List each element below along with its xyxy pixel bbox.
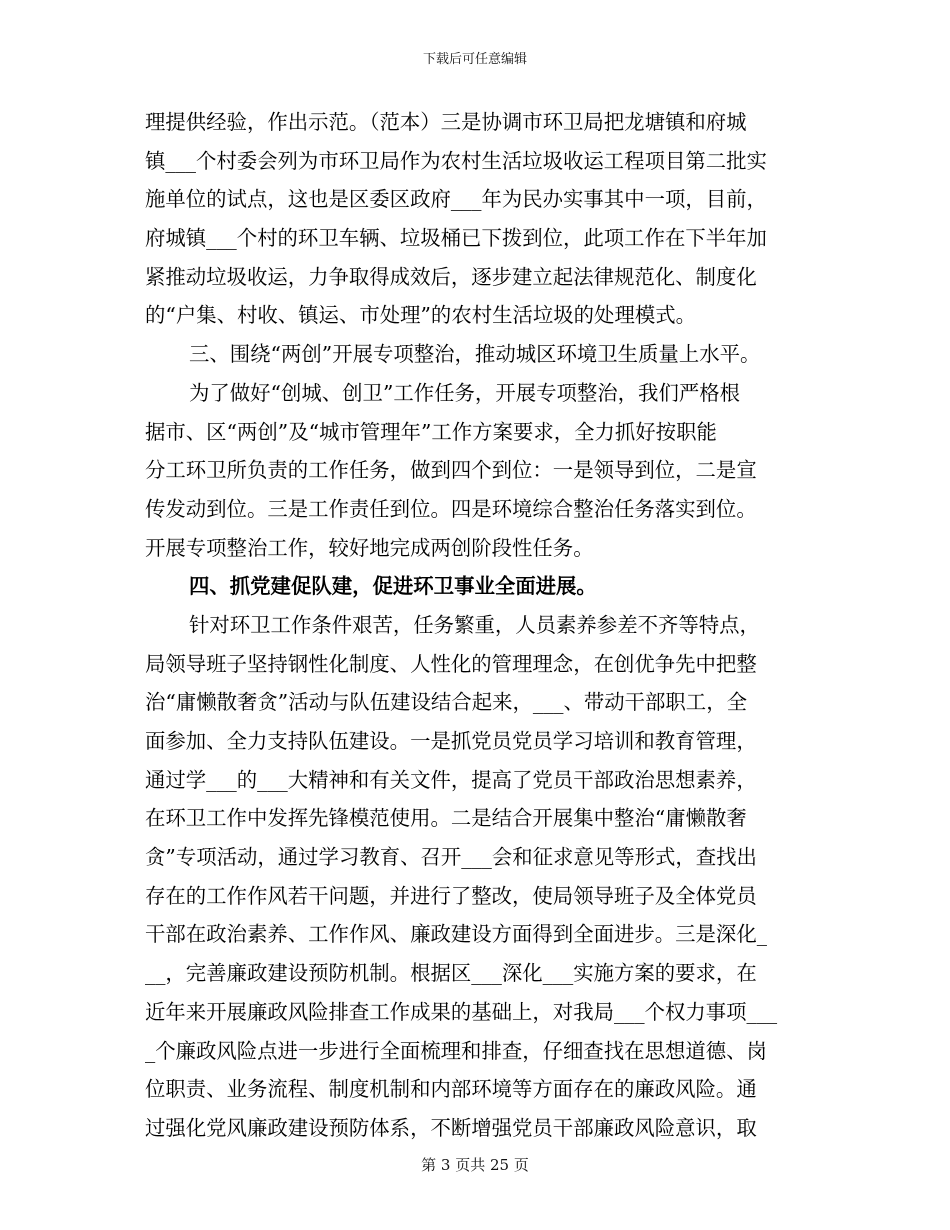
page-header: 下载后可任意编辑 bbox=[422, 52, 527, 67]
paragraph-line: 分工环卫所负责的工作任务，做到四个到位：一是领导到位，二是宣 bbox=[145, 458, 757, 483]
paragraph-line: __，完善廉政建设预防机制。根据区___深化___实施方案的要求，在 bbox=[145, 961, 757, 986]
paragraph-line: 开展专项整治工作，较好地完成两创阶段性任务。 bbox=[145, 535, 594, 560]
section-heading-line: 四、抓党建促队建，促进环卫事业全面进展。 bbox=[189, 574, 597, 599]
paragraph-line: 面参加、全力支持队伍建设。一是抓党员党员学习培训和教育管理， bbox=[145, 729, 757, 753]
paragraph-line: 的“户集、村收、镇运、市处理”的农村生活垃圾的处理模式。 bbox=[145, 303, 697, 328]
paragraph-line: 过强化党风廉政建设预防体系，不断增强党员干部廉政风险意识，取 bbox=[145, 1115, 757, 1140]
paragraph-line: 施单位的试点，这也是区委区政府___年为民办实事其中一项，目前， bbox=[145, 187, 767, 212]
paragraph-line: 治“庸懒散奢贪”活动与队伍建设结合起来，___、带动干部职工，全 bbox=[145, 690, 747, 715]
paragraph-line: _个廉政风险点进一步进行全面梳理和排查，仔细查找在思想道德、岗 bbox=[145, 1038, 767, 1063]
paragraph-line: 三、围绕“两创”开展专项整治，推动城区环境卫生质量上水平。 bbox=[189, 342, 761, 367]
paragraph-line: 为了做好“创城、创卫”工作任务，开展专项整治，我们严格根 bbox=[189, 380, 741, 405]
paragraph-line: 位职责、业务流程、制度机制和内部环境等方面存在的廉政风险。通 bbox=[145, 1077, 757, 1102]
paragraph-line: 局领导班子坚持钢性化制度、人性化的管理理念，在创优争先中把整 bbox=[145, 651, 757, 676]
paragraph-line: 理提供经验，作出示范。（范本）三是协调市环卫局把龙塘镇和府城 bbox=[145, 110, 747, 134]
paragraph-line: 镇___个村委会列为市环卫局作为农村生活垃圾收运工程项目第二批实 bbox=[145, 148, 767, 173]
paragraph-line: 传发动到位。三是工作责任到位。四是环境综合整治任务落实到位。 bbox=[145, 496, 757, 521]
paragraph-line: 存在的工作作风若干问题，并进行了整改，使局领导班子及全体党员 bbox=[145, 883, 757, 908]
paragraph-line: 在环卫工作中发挥先锋模范使用。二是结合开展集中整治“庸懒散奢 bbox=[145, 806, 747, 831]
paragraph-line: 干部在政治素养、工作作风、廉政建设方面得到全面进步。三是深化_ bbox=[145, 922, 767, 947]
paragraph-line: 通过学___的___大精神和有关文件，提高了党员干部政治思想素养， bbox=[145, 767, 757, 792]
paragraph-line: 近年来开展廉政风险排查工作成果的基础上，对我局___个权力事项___ bbox=[145, 999, 778, 1024]
paragraph-line: 贪”专项活动，通过学习教育、召开___会和征求意见等形式，查找出 bbox=[145, 845, 757, 870]
page-number-footer: 第 3 页共 25 页 bbox=[421, 1156, 529, 1174]
paragraph-line: 针对环卫工作条件艰苦，任务繁重，人员素养参差不齐等特点， bbox=[189, 612, 760, 637]
paragraph-line: 据市、区“两创”及“城市管理年”工作方案要求，全力抓好按职能 bbox=[145, 419, 717, 444]
document-body bbox=[145, 103, 810, 1148]
paragraph-line: 府城镇___个村的环卫车辆、垃圾桶已下拨到位，此项工作在下半年加 bbox=[145, 226, 767, 251]
paragraph-line: 紧推动垃圾收运，力争取得成效后，逐步建立起法律规范化、制度化 bbox=[145, 264, 757, 289]
